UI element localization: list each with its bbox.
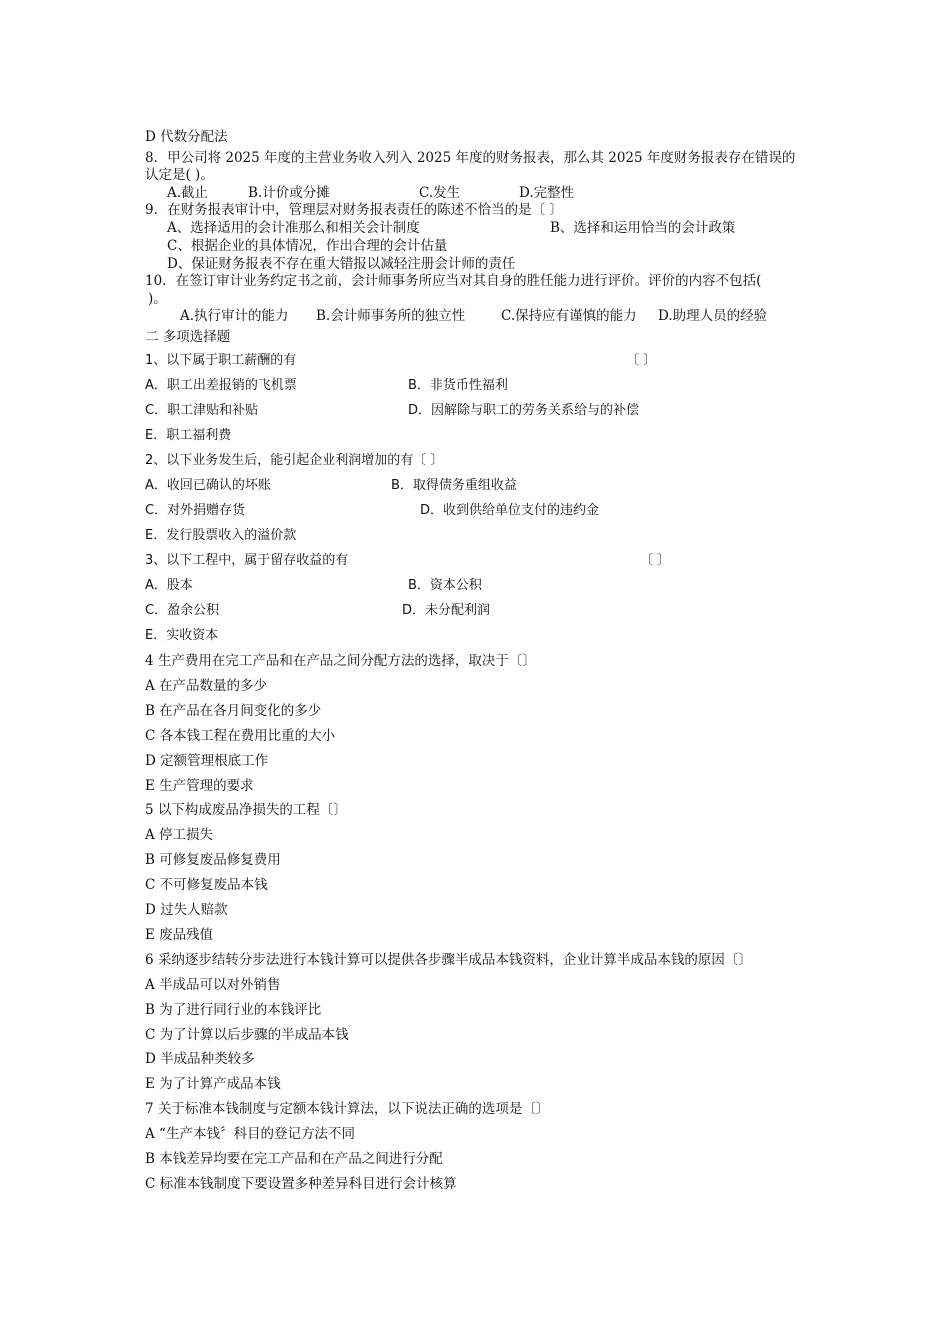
text-line: 认定是( )。 <box>145 167 214 183</box>
question-1: 1、以下属于职工薪酬的有 <box>145 353 297 368</box>
option-a: A “生产本钱〞科目的登记方法不同 <box>145 1126 355 1142</box>
question-3: 3、以下工程中，属于留存收益的有 <box>145 553 349 568</box>
option-c: C.发生 <box>419 185 461 201</box>
option-c: C 各本钱工程在费用比重的大小 <box>145 728 336 744</box>
option-e: E 为了计算产成品本钱 <box>145 1076 281 1092</box>
option-c: C.保持应有谨慎的能力 <box>501 308 637 324</box>
option-e: E．职工福利费 <box>145 428 232 443</box>
option-b: B 在产品在各月间变化的多少 <box>145 703 322 719</box>
option-b: B、选择和运用恰当的会计政策 <box>550 220 736 236</box>
question-2: 2、以下业务发生后，能引起企业利润增加的有〔 〕 <box>145 453 444 468</box>
option-e: E 生产管理的要求 <box>145 778 254 794</box>
option-d: D 过失人赔款 <box>145 902 228 918</box>
option-d: D．因解除与职工的劳务关系给与的补偿 <box>408 403 640 418</box>
option-a: A.执行审计的能力 <box>180 308 289 324</box>
answer-bracket: 〔 〕 <box>626 353 657 368</box>
option-b: B．取得债务重组收益 <box>391 478 517 493</box>
option-a: A.截止 <box>167 185 209 201</box>
option-b: B.计价或分摊 <box>248 185 330 201</box>
option-a: A 停工损失 <box>145 827 214 843</box>
option-c: C．盈余公积 <box>145 603 220 618</box>
option-d: D．收到供给单位支付的违约金 <box>420 503 600 518</box>
question-4: 4 生产费用在完工产品和在产品之间分配方法的选择，取决于〔〕 <box>145 653 536 669</box>
question-5: 5 以下构成废品净损失的工程〔〕 <box>145 802 347 818</box>
option-d: D．未分配利润 <box>402 603 491 618</box>
option-a: A．股本 <box>145 578 193 593</box>
option-c: C 为了计算以后步骤的半成品本钱 <box>145 1027 349 1043</box>
option-d: D.助理人员的经验 <box>658 308 768 324</box>
option-c: C 不可修复废品本钱 <box>145 877 268 893</box>
option-d: D 半成品种类较多 <box>145 1051 255 1067</box>
option-b: B 本钱差异均要在完工产品和在产品之间进行分配 <box>145 1151 443 1167</box>
option-e: E．发行股票收入的溢价款 <box>145 528 297 543</box>
option-d: D.完整性 <box>519 185 575 201</box>
answer-bracket: 〔 〕 <box>640 553 671 568</box>
option-c: C．职工津贴和补贴 <box>145 403 259 418</box>
option-c: C 标准本钱制度下要设置多种差异科目进行会计核算 <box>145 1176 457 1192</box>
option-a: A 半成品可以对外销售 <box>145 977 281 993</box>
question-8: 8．甲公司将 2025 年度的主营业务收入列入 2025 年度的财务报表，那么其 2025 年度财务报表存在错误的 <box>145 150 796 166</box>
option-b: B．非货币性福利 <box>408 378 508 393</box>
option-a: A、选择适用的会计准那么和相关会计制度 <box>167 220 420 236</box>
option-a: A 在产品数量的多少 <box>145 678 268 694</box>
question-6: 6 采纳逐步结转分步法进行本钱计算可以提供各步骤半成品本钱资料，企业计算半成品本钱的原因〔〕 <box>145 952 752 968</box>
option-d: D 定额管理根底工作 <box>145 753 269 769</box>
option-a: A．职工出差报销的飞机票 <box>145 378 297 393</box>
option-c: C．对外捐赠存货 <box>145 503 246 518</box>
option-b: B．资本公积 <box>408 578 482 593</box>
text-line: )。 <box>148 291 167 307</box>
option-e: E 废品残值 <box>145 927 214 943</box>
option-a: A．收回已确认的坏账 <box>145 478 271 493</box>
option-b: B 为了进行同行业的本钱评比 <box>145 1002 322 1018</box>
section-heading: 二 多项选择题 <box>145 329 231 345</box>
option-b: B 可修复废品修复费用 <box>145 852 281 868</box>
option-d: D、保证财务报表不存在重大错报以减轻注册会计师的责任 <box>167 256 516 272</box>
option-e: E．实收资本 <box>145 628 219 643</box>
text-line: D 代数分配法 <box>145 129 228 145</box>
question-9: 9．在财务报表审计中，管理层对财务报表责任的陈述不恰当的是〔 〕 <box>145 202 563 218</box>
question-7: 7 关于标准本钱制度与定额本钱计算法，以下说法正确的选项是〔〕 <box>145 1101 550 1117</box>
question-10: 10．在签订审计业务约定书之前，会计师事务所应当对其自身的胜任能力进行评价。评价的内容不包括( <box>145 273 762 289</box>
option-c: C、根据企业的具体情况，作出合理的会计估量 <box>167 238 448 254</box>
option-b: B.会计师事务所的独立性 <box>316 308 466 324</box>
